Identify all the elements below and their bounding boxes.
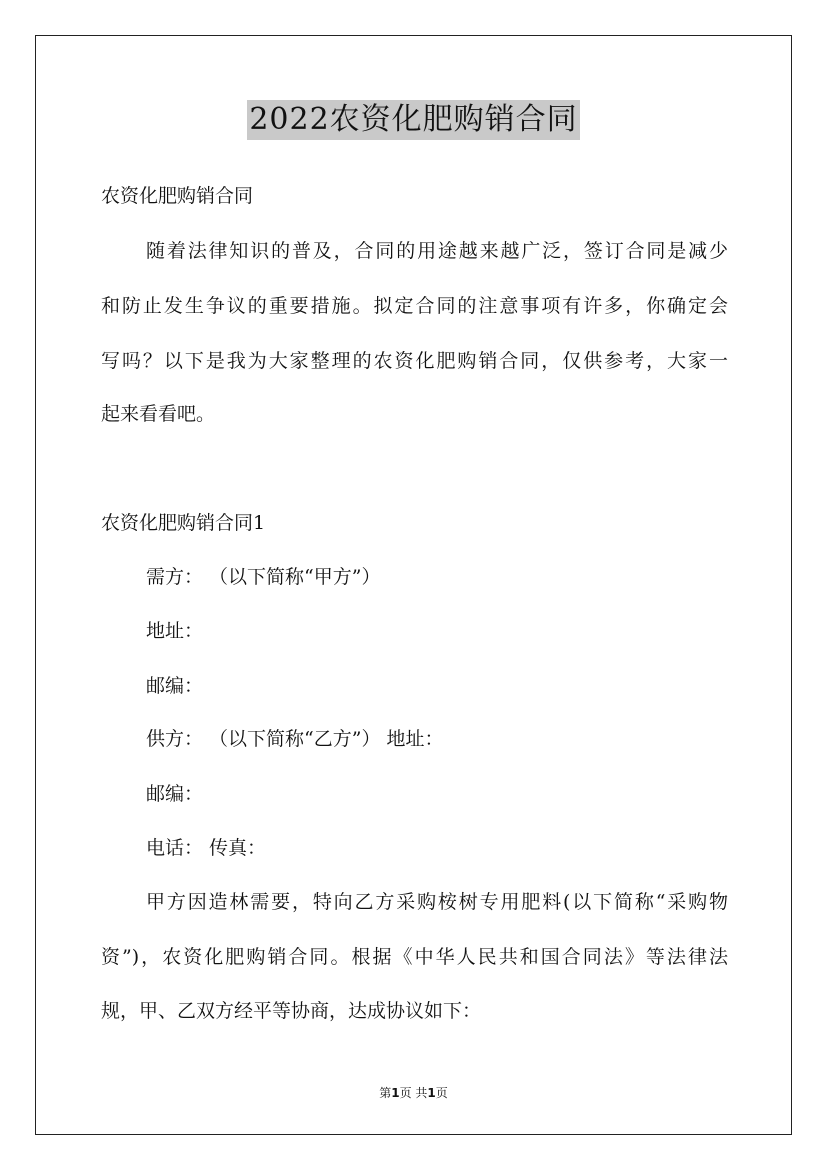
body-line-2[interactable]: 资”)，农资化肥购销合同。根据《中华人民共和国合同法》等法律法 [101, 946, 728, 968]
footer-total-pages: 1 [427, 1086, 436, 1100]
field-buyer-address[interactable]: 地址： [146, 620, 204, 642]
intro-line-4[interactable]: 起来看看吧。 [101, 403, 216, 425]
intro-line-1[interactable]: 随着法律知识的普及，合同的用途越来越广泛，签订合同是减少 [146, 240, 728, 262]
field-seller-postcode[interactable]: 邮编： [146, 783, 204, 805]
footer-suffix: 页 [435, 1086, 448, 1100]
section-title[interactable]: 农资化肥购销合同1 [101, 512, 266, 534]
intro-line-3[interactable]: 写吗？以下是我为大家整理的农资化肥购销合同，仅供参考，大家一 [101, 350, 728, 372]
field-buyer[interactable]: 需方： （以下简称“甲方”） [146, 566, 381, 588]
body-line-3[interactable]: 规，甲、乙双方经平等协商，达成协议如下： [101, 1000, 482, 1022]
page-footer [0, 1084, 827, 1101]
field-seller[interactable]: 供方： （以下简称“乙方”） 地址： [146, 728, 444, 750]
footer-prefix: 第 [379, 1086, 392, 1100]
intro-line-2[interactable]: 和防止发生争议的重要措施。拟定合同的注意事项有许多，你确定会 [101, 295, 728, 317]
field-phone-fax[interactable]: 电话： 传真： [146, 837, 267, 859]
footer-page-number: 1 [391, 1086, 400, 1100]
footer-mid: 页 共 [399, 1086, 428, 1100]
field-buyer-postcode[interactable]: 邮编： [146, 675, 204, 697]
document-title[interactable]: 2022农资化肥购销合同 [247, 100, 579, 140]
title-container [0, 100, 827, 140]
body-line-1[interactable]: 甲方因造林需要，特向乙方采购桉树专用肥料(以下简称“采购物 [146, 891, 728, 913]
document-subtitle[interactable]: 农资化肥购销合同 [101, 185, 254, 207]
